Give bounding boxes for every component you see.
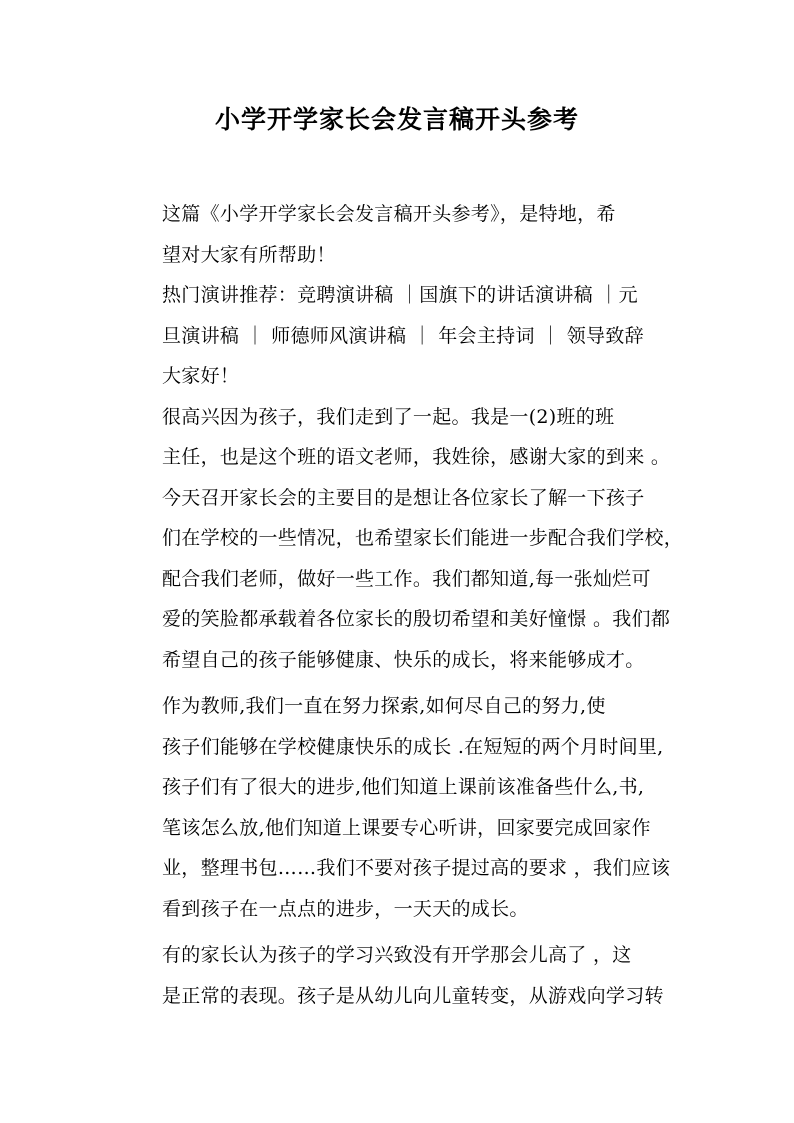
text-line: 这篇《小学开学家长会发言稿开头参考》，是特地，希 — [162, 203, 616, 225]
recommendation-paragraph — [121, 275, 674, 356]
body-paragraph-1 — [121, 397, 684, 681]
text-line: 今天召开家长会的主要目的是想让各位家长了解一下孩子 — [162, 486, 645, 509]
document-body — [121, 194, 684, 1016]
body-paragraph-2 — [121, 686, 674, 929]
text-line: 很高兴因为孩子，我们走到了一起。我是一(2)班的班 — [162, 405, 615, 428]
text-line: 们在学校的一些情况，也希望家长们能进一步配合我们学校， — [162, 527, 684, 549]
text-line: 看到孩子在一点点的进步，一天天的成长。 — [162, 897, 529, 920]
text-line: 业，整理书包……我们不要对孩子提过高的要求 ，我们应该 — [162, 857, 671, 879]
text-line: 主任，也是这个班的语文老师，我姓徐，感谢大家的到来 。 — [162, 446, 671, 468]
text-line: 望对大家有所帮助！ — [162, 243, 336, 266]
text-line: 孩子们能够在学校健康快乐的成长 .在短短的两个月时间里, — [162, 735, 664, 758]
document-title: 小学开学家长会发言稿开头参考 — [214, 105, 579, 134]
text-line: 有的家长认为孩子的学习兴致没有开学那会儿高了 ，这 — [162, 944, 632, 966]
text-line: 热门演讲推荐：竞聘演讲稿 ｜国旗下的讲话演讲稿 ｜元 — [162, 284, 638, 306]
text-line: 配合我们老师，做好一些工作。我们都知道,每一张灿烂可 — [162, 567, 651, 590]
greeting-paragraph — [121, 356, 674, 397]
text-line: 作为教师,我们一直在努力探索,如何尽自己的努力,使 — [162, 695, 606, 717]
text-line: 大家好！ — [162, 365, 240, 387]
text-line: 爱的笑脸都承载着各位家长的殷切希望和美好憧憬 。我们都 — [162, 608, 671, 630]
text-line: 旦演讲稿 ｜ 师德师风演讲稿 ｜ 年会主持词 ｜ 领导致辞 — [162, 324, 644, 347]
text-line: 笔该怎么放,他们知道上课要专心听讲，回家要完成回家作 — [162, 816, 651, 839]
body-paragraph-3 — [121, 935, 674, 1016]
intro-paragraph — [121, 194, 674, 275]
text-line: 是正常的表现。孩子是从幼儿向儿童转变，从游戏向学习转 — [162, 984, 664, 1007]
text-line: 孩子们有了很大的进步,他们知道上课前该准备些什么,书, — [162, 776, 645, 798]
text-line: 希望自己的孩子能够健康、快乐的成长，将来能够成才。 — [162, 648, 645, 671]
